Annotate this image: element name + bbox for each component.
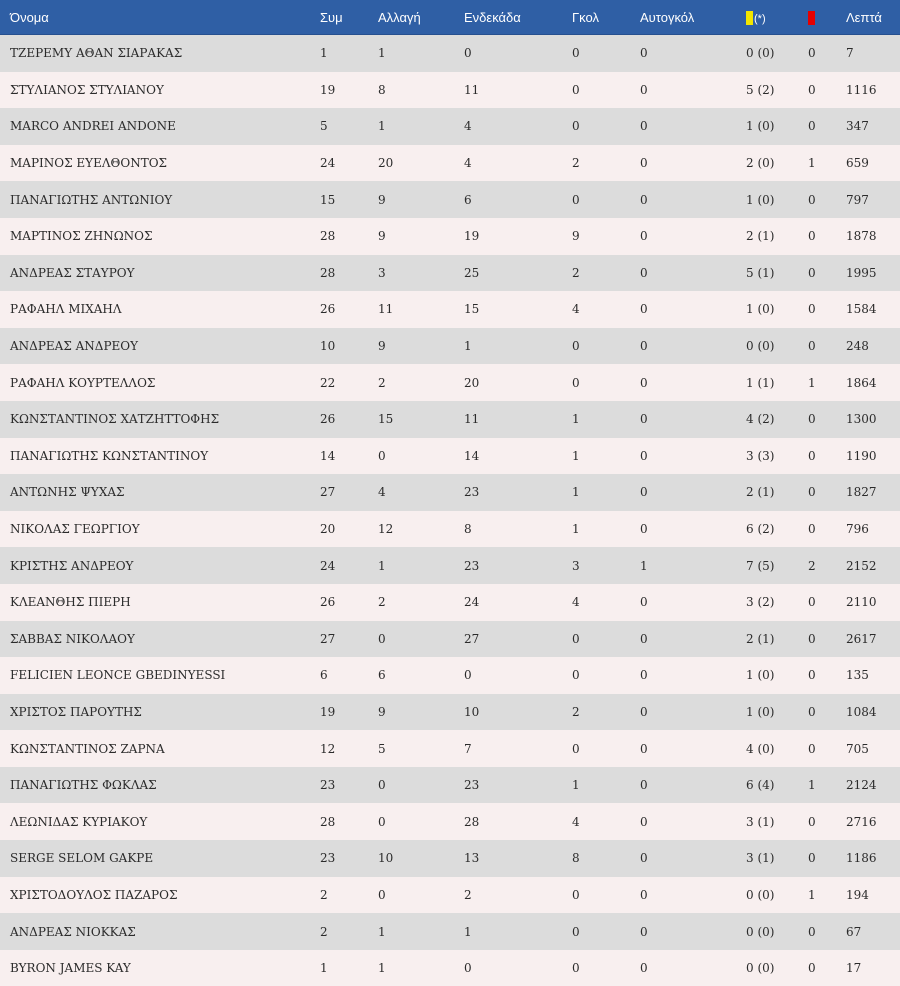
- apps-value: 28: [320, 803, 378, 840]
- apps-value: 23: [320, 840, 378, 877]
- subs-value: 4: [378, 474, 464, 511]
- starting-value: 0: [464, 657, 572, 694]
- table-row[interactable]: [0, 547, 900, 584]
- goals-value: 0: [572, 35, 640, 72]
- table-row[interactable]: [0, 621, 900, 658]
- yellow-cards-value: 0 (0): [746, 35, 808, 72]
- own-goals-value: 0: [640, 584, 746, 621]
- own-goals-value: 0: [640, 621, 746, 658]
- minutes-value: 1300: [846, 401, 900, 438]
- table-row[interactable]: [0, 72, 900, 109]
- own-goals-value: 0: [640, 181, 746, 218]
- table-row[interactable]: [0, 401, 900, 438]
- apps-value: 24: [320, 547, 378, 584]
- yellow-cards-value: 3 (1): [746, 803, 808, 840]
- apps-value: 19: [320, 694, 378, 731]
- apps-value: 1: [320, 35, 378, 72]
- player-name[interactable]: ΣΤΥΛΙΑΝΟΣ ΣΤΥΛΙΑΝΟΥ: [0, 72, 320, 109]
- goals-value: 0: [572, 877, 640, 914]
- goals-value: 0: [572, 72, 640, 109]
- own-goals-value: 0: [640, 913, 746, 950]
- red-cards-value: 0: [808, 328, 846, 365]
- player-name[interactable]: ΑΝΔΡΕΑΣ ΝΙΟΚΚΑΣ: [0, 913, 320, 950]
- red-cards-value: 0: [808, 657, 846, 694]
- minutes-value: 7: [846, 35, 900, 72]
- starting-value: 24: [464, 584, 572, 621]
- red-cards-value: 0: [808, 913, 846, 950]
- starting-value: 11: [464, 401, 572, 438]
- minutes-value: 2152: [846, 547, 900, 584]
- subs-value: 9: [378, 694, 464, 731]
- table-row[interactable]: [0, 145, 900, 182]
- table-row[interactable]: [0, 108, 900, 145]
- column-header-own-goals[interactable]: Αυτογκόλ: [640, 0, 746, 35]
- subs-value: 2: [378, 364, 464, 401]
- apps-value: 12: [320, 730, 378, 767]
- apps-value: 15: [320, 181, 378, 218]
- subs-value: 9: [378, 218, 464, 255]
- yellow-cards-value: 2 (0): [746, 145, 808, 182]
- starting-value: 10: [464, 694, 572, 731]
- starting-value: 27: [464, 621, 572, 658]
- own-goals-value: 0: [640, 767, 746, 804]
- yellow-cards-value: 1 (0): [746, 291, 808, 328]
- yellow-card-icon: [746, 11, 753, 25]
- starting-value: 23: [464, 547, 572, 584]
- starting-value: 1: [464, 913, 572, 950]
- minutes-value: 1827: [846, 474, 900, 511]
- goals-value: 0: [572, 328, 640, 365]
- column-header-goals[interactable]: Γκολ: [572, 0, 640, 35]
- goals-value: 0: [572, 913, 640, 950]
- player-name[interactable]: ΚΛΕΑΝΘΗΣ ΠΙΕΡΗ: [0, 584, 320, 621]
- goals-value: 8: [572, 840, 640, 877]
- red-cards-value: 0: [808, 730, 846, 767]
- player-name[interactable]: ΜΑΡΤΙΝΟΣ ΖΗΝΩΝΟΣ: [0, 218, 320, 255]
- goals-value: 1: [572, 511, 640, 548]
- yellow-cards-value: 1 (0): [746, 181, 808, 218]
- table-row[interactable]: [0, 474, 900, 511]
- player-name[interactable]: ΛΕΩΝΙΔΑΣ ΚΥΡΙΑΚΟΥ: [0, 803, 320, 840]
- starting-value: 0: [464, 950, 572, 986]
- minutes-value: 796: [846, 511, 900, 548]
- own-goals-value: 0: [640, 364, 746, 401]
- table-row[interactable]: [0, 438, 900, 475]
- starting-value: 4: [464, 108, 572, 145]
- apps-value: 14: [320, 438, 378, 475]
- apps-value: 26: [320, 291, 378, 328]
- own-goals-value: 0: [640, 291, 746, 328]
- yellow-cards-value: 0 (0): [746, 877, 808, 914]
- player-name[interactable]: ΠΑΝΑΓΙΩΤΗΣ ΑΝΤΩΝΙΟΥ: [0, 181, 320, 218]
- goals-value: 4: [572, 291, 640, 328]
- yellow-cards-value: 5 (2): [746, 72, 808, 109]
- subs-value: 0: [378, 767, 464, 804]
- own-goals-value: 0: [640, 840, 746, 877]
- yellow-cards-value: 2 (1): [746, 474, 808, 511]
- goals-value: 2: [572, 694, 640, 731]
- goals-value: 3: [572, 547, 640, 584]
- red-cards-value: 0: [808, 511, 846, 548]
- apps-value: 5: [320, 108, 378, 145]
- red-cards-value: 0: [808, 291, 846, 328]
- player-name[interactable]: ΑΝΤΩΝΗΣ ΨΥΧΑΣ: [0, 474, 320, 511]
- own-goals-value: 0: [640, 401, 746, 438]
- starting-value: 13: [464, 840, 572, 877]
- subs-value: 1: [378, 547, 464, 584]
- own-goals-value: 0: [640, 803, 746, 840]
- player-name[interactable]: ΣΑΒΒΑΣ ΝΙΚΟΛΑΟΥ: [0, 621, 320, 658]
- minutes-value: 1190: [846, 438, 900, 475]
- minutes-value: 1084: [846, 694, 900, 731]
- player-name[interactable]: ΑΝΔΡΕΑΣ ΣΤΑΥΡΟΥ: [0, 255, 320, 292]
- subs-value: 0: [378, 803, 464, 840]
- player-name[interactable]: ΚΩΝΣΤΑΝΤΙΝΟΣ ΧΑΤΖΗΤΤΟΦΗΣ: [0, 401, 320, 438]
- subs-value: 1: [378, 950, 464, 986]
- starting-value: 11: [464, 72, 572, 109]
- subs-value: 20: [378, 145, 464, 182]
- own-goals-value: 0: [640, 950, 746, 986]
- subs-value: 1: [378, 35, 464, 72]
- goals-value: 2: [572, 145, 640, 182]
- subs-value: 6: [378, 657, 464, 694]
- player-name[interactable]: ΜΑΡΙΝΟΣ ΕΥΕΛΘΟΝΤΟΣ: [0, 145, 320, 182]
- subs-value: 5: [378, 730, 464, 767]
- player-name[interactable]: ΚΡΙΣΤΗΣ ΑΝΔΡΕΟΥ: [0, 547, 320, 584]
- yellow-cards-value: 6 (4): [746, 767, 808, 804]
- apps-value: 26: [320, 584, 378, 621]
- column-header-red-cards[interactable]: [808, 0, 846, 35]
- red-cards-value: 0: [808, 401, 846, 438]
- minutes-value: 797: [846, 181, 900, 218]
- minutes-value: 705: [846, 730, 900, 767]
- player-name[interactable]: ΝΙΚΟΛΑΣ ΓΕΩΡΓΙΟΥ: [0, 511, 320, 548]
- subs-value: 2: [378, 584, 464, 621]
- player-name[interactable]: MARCO ANDREI ANDONE: [0, 108, 320, 145]
- own-goals-value: 0: [640, 108, 746, 145]
- player-name[interactable]: BYRON JAMES KAY: [0, 950, 320, 986]
- yellow-cards-value: 2 (1): [746, 218, 808, 255]
- yellow-cards-value: 1 (0): [746, 108, 808, 145]
- apps-value: 10: [320, 328, 378, 365]
- minutes-value: 659: [846, 145, 900, 182]
- starting-value: 14: [464, 438, 572, 475]
- minutes-value: 1584: [846, 291, 900, 328]
- apps-value: 26: [320, 401, 378, 438]
- table-row[interactable]: [0, 364, 900, 401]
- yellow-cards-value: 3 (3): [746, 438, 808, 475]
- column-header-subs[interactable]: Αλλαγή: [378, 0, 464, 35]
- minutes-value: 1186: [846, 840, 900, 877]
- red-cards-value: 0: [808, 255, 846, 292]
- yellow-cards-value: 7 (5): [746, 547, 808, 584]
- own-goals-value: 0: [640, 438, 746, 475]
- minutes-value: 194: [846, 877, 900, 914]
- subs-value: 0: [378, 621, 464, 658]
- yellow-cards-value: 0 (0): [746, 328, 808, 365]
- yellow-cards-value: 3 (1): [746, 840, 808, 877]
- starting-value: 15: [464, 291, 572, 328]
- minutes-value: 135: [846, 657, 900, 694]
- table-row[interactable]: [0, 181, 900, 218]
- yellow-cards-value: 5 (1): [746, 255, 808, 292]
- goals-value: 1: [572, 767, 640, 804]
- red-cards-value: 0: [808, 621, 846, 658]
- starting-value: 1: [464, 328, 572, 365]
- red-cards-value: 0: [808, 803, 846, 840]
- apps-value: 6: [320, 657, 378, 694]
- minutes-value: 1995: [846, 255, 900, 292]
- goals-value: 1: [572, 438, 640, 475]
- red-cards-value: 2: [808, 547, 846, 584]
- goals-value: 0: [572, 364, 640, 401]
- table-row[interactable]: [0, 35, 900, 72]
- starting-value: 23: [464, 767, 572, 804]
- red-cards-value: 0: [808, 72, 846, 109]
- red-cards-value: 0: [808, 108, 846, 145]
- yellow-cards-value: 1 (1): [746, 364, 808, 401]
- column-header-apps[interactable]: Συμ: [320, 0, 378, 35]
- column-header-yellow-cards[interactable]: (*): [746, 0, 808, 35]
- apps-value: 28: [320, 218, 378, 255]
- red-cards-value: 0: [808, 474, 846, 511]
- apps-value: 27: [320, 474, 378, 511]
- own-goals-value: 0: [640, 511, 746, 548]
- starting-value: 4: [464, 145, 572, 182]
- subs-value: 12: [378, 511, 464, 548]
- apps-value: 19: [320, 72, 378, 109]
- goals-value: 9: [572, 218, 640, 255]
- table-row[interactable]: [0, 328, 900, 365]
- yellow-cards-value: 6 (2): [746, 511, 808, 548]
- apps-value: 2: [320, 877, 378, 914]
- starting-value: 20: [464, 364, 572, 401]
- goals-value: 4: [572, 584, 640, 621]
- yellow-cards-value: 4 (2): [746, 401, 808, 438]
- subs-value: 0: [378, 438, 464, 475]
- goals-value: 0: [572, 621, 640, 658]
- own-goals-value: 0: [640, 328, 746, 365]
- player-name[interactable]: ΤΖΕΡΕΜΥ ΑΘΑΝ ΣΙΑΡΑΚΑΣ: [0, 35, 320, 72]
- own-goals-value: 0: [640, 255, 746, 292]
- subs-value: 1: [378, 913, 464, 950]
- starting-value: 7: [464, 730, 572, 767]
- player-name[interactable]: FELICIEN LEONCE GBEDINYESSI: [0, 657, 320, 694]
- player-name[interactable]: ΧΡΙΣΤΟΔΟΥΛΟΣ ΠΑΖΑΡΟΣ: [0, 877, 320, 914]
- minutes-value: 248: [846, 328, 900, 365]
- starting-value: 6: [464, 181, 572, 218]
- table-row[interactable]: [0, 913, 900, 950]
- minutes-value: 2110: [846, 584, 900, 621]
- apps-value: 24: [320, 145, 378, 182]
- table-row[interactable]: [0, 511, 900, 548]
- goals-value: 4: [572, 803, 640, 840]
- minutes-value: 2617: [846, 621, 900, 658]
- yellow-cards-value: 2 (1): [746, 621, 808, 658]
- own-goals-value: 0: [640, 145, 746, 182]
- apps-value: 1: [320, 950, 378, 986]
- goals-value: 2: [572, 255, 640, 292]
- starting-value: 23: [464, 474, 572, 511]
- minutes-value: 1116: [846, 72, 900, 109]
- red-cards-value: 0: [808, 438, 846, 475]
- player-name[interactable]: SERGE SELOM GAKPE: [0, 840, 320, 877]
- yellow-cards-value: 1 (0): [746, 694, 808, 731]
- red-cards-value: 0: [808, 584, 846, 621]
- table-row[interactable]: [0, 255, 900, 292]
- subs-value: 11: [378, 291, 464, 328]
- table-row[interactable]: [0, 803, 900, 840]
- yellow-cards-value: 4 (0): [746, 730, 808, 767]
- starting-value: 2: [464, 877, 572, 914]
- table-row[interactable]: [0, 218, 900, 255]
- table-row[interactable]: [0, 291, 900, 328]
- goals-value: 0: [572, 181, 640, 218]
- apps-value: 22: [320, 364, 378, 401]
- table-body: [0, 35, 900, 986]
- minutes-value: 2124: [846, 767, 900, 804]
- goals-value: 1: [572, 474, 640, 511]
- yellow-cards-value: 3 (2): [746, 584, 808, 621]
- subs-value: 8: [378, 72, 464, 109]
- starting-value: 28: [464, 803, 572, 840]
- own-goals-value: 0: [640, 218, 746, 255]
- red-cards-value: 0: [808, 840, 846, 877]
- subs-value: 10: [378, 840, 464, 877]
- red-cards-value: 0: [808, 181, 846, 218]
- own-goals-value: 0: [640, 657, 746, 694]
- own-goals-value: 0: [640, 474, 746, 511]
- subs-value: 9: [378, 328, 464, 365]
- player-name[interactable]: ΧΡΙΣΤΟΣ ΠΑΡΟΥΤΗΣ: [0, 694, 320, 731]
- subs-value: 1: [378, 108, 464, 145]
- subs-value: 3: [378, 255, 464, 292]
- goals-value: 0: [572, 108, 640, 145]
- minutes-value: 67: [846, 913, 900, 950]
- red-cards-value: 0: [808, 218, 846, 255]
- red-cards-value: 1: [808, 767, 846, 804]
- table-row[interactable]: [0, 584, 900, 621]
- goals-value: 0: [572, 950, 640, 986]
- player-name[interactable]: ΡΑΦΑΗΛ ΚΟΥΡΤΕΛΛΟΣ: [0, 364, 320, 401]
- goals-value: 0: [572, 730, 640, 767]
- yellow-cards-value: 0 (0): [746, 913, 808, 950]
- table-row[interactable]: [0, 877, 900, 914]
- apps-value: 2: [320, 913, 378, 950]
- subs-value: 9: [378, 181, 464, 218]
- red-card-icon: [808, 11, 815, 25]
- minutes-value: 1864: [846, 364, 900, 401]
- red-cards-value: 0: [808, 694, 846, 731]
- red-cards-value: 1: [808, 364, 846, 401]
- player-name[interactable]: ΡΑΦΑΗΛ ΜΙΧΑΗΛ: [0, 291, 320, 328]
- table-row[interactable]: [0, 657, 900, 694]
- table-row[interactable]: [0, 767, 900, 804]
- apps-value: 20: [320, 511, 378, 548]
- table-header-row: [0, 0, 900, 35]
- column-header-starting[interactable]: Ενδεκάδα: [464, 0, 572, 35]
- starting-value: 19: [464, 218, 572, 255]
- minutes-value: 1878: [846, 218, 900, 255]
- apps-value: 28: [320, 255, 378, 292]
- red-cards-value: 0: [808, 35, 846, 72]
- own-goals-value: 1: [640, 547, 746, 584]
- goals-value: 1: [572, 401, 640, 438]
- player-name[interactable]: ΚΩΝΣΤΑΝΤΙΝΟΣ ΖΑΡΝΑ: [0, 730, 320, 767]
- column-header-name[interactable]: Όνομα: [0, 0, 320, 35]
- goals-value: 0: [572, 657, 640, 694]
- player-name[interactable]: ΠΑΝΑΓΙΩΤΗΣ ΚΩΝΣΤΑΝΤΙΝΟΥ: [0, 438, 320, 475]
- player-name[interactable]: ΠΑΝΑΓΙΩΤΗΣ ΦΩΚΛΑΣ: [0, 767, 320, 804]
- own-goals-value: 0: [640, 877, 746, 914]
- own-goals-value: 0: [640, 730, 746, 767]
- minutes-value: 347: [846, 108, 900, 145]
- table-row[interactable]: [0, 950, 900, 986]
- table-row[interactable]: [0, 840, 900, 877]
- red-cards-value: 0: [808, 950, 846, 986]
- own-goals-value: 0: [640, 694, 746, 731]
- apps-value: 27: [320, 621, 378, 658]
- red-cards-value: 1: [808, 877, 846, 914]
- starting-value: 0: [464, 35, 572, 72]
- red-cards-value: 1: [808, 145, 846, 182]
- starting-value: 25: [464, 255, 572, 292]
- apps-value: 23: [320, 767, 378, 804]
- minutes-value: 2716: [846, 803, 900, 840]
- subs-value: 15: [378, 401, 464, 438]
- own-goals-value: 0: [640, 72, 746, 109]
- subs-value: 0: [378, 877, 464, 914]
- yellow-cards-value: 1 (0): [746, 657, 808, 694]
- minutes-value: 17: [846, 950, 900, 986]
- starting-value: 8: [464, 511, 572, 548]
- yellow-cards-value: 0 (0): [746, 950, 808, 986]
- table-row[interactable]: [0, 730, 900, 767]
- column-header-minutes[interactable]: Λεπτά: [846, 0, 900, 35]
- player-name[interactable]: ΑΝΔΡΕΑΣ ΑΝΔΡΕΟΥ: [0, 328, 320, 365]
- own-goals-value: 0: [640, 35, 746, 72]
- table-row[interactable]: [0, 694, 900, 731]
